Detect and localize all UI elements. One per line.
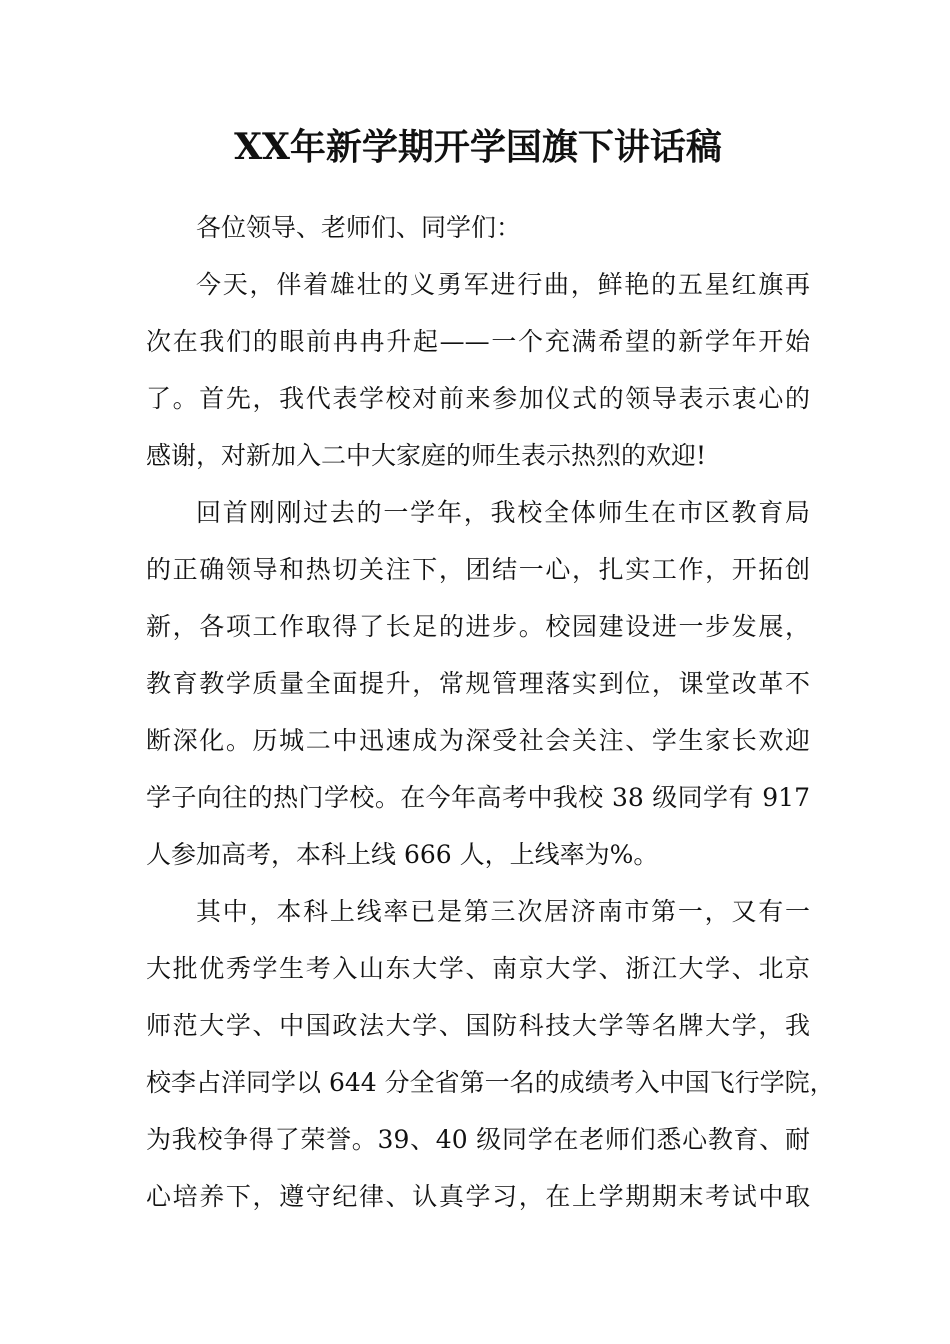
paragraph-review [146, 484, 810, 883]
text-line: 次在我们的眼前冉冉升起——一个充满希望的新学年开始 [146, 327, 810, 356]
text-line: 心培养下，遵守纪律、认真学习，在上学期期末考试中取 [146, 1182, 810, 1211]
text-line: 的正确领导和热切关注下，团结一心，扎实工作，开拓创 [146, 555, 810, 584]
text-line: 学子向往的热门学校。在今年高考中我校 38 级同学有 917 [146, 783, 810, 812]
text-line: 断深化。历城二中迅速成为深受社会关注、学生家长欢迎 [146, 726, 810, 755]
text-line: 其中，本科上线率已是第三次居济南市第一，又有一 [196, 897, 810, 926]
text-line: 感谢，对新加入二中大家庭的师生表示热烈的欢迎! [146, 441, 707, 470]
text-line: 今天，伴着雄壮的义勇军进行曲，鲜艳的五星红旗再 [196, 270, 810, 299]
text-line: 校李占洋同学以 644 分全省第一名的成绩考入中国飞行学院， [146, 1068, 835, 1097]
text-line: 了。首先，我代表学校对前来参加仪式的领导表示衷心的 [146, 384, 810, 413]
text-line: 人参加高考，本科上线 666 人，上线率为%。 [146, 840, 659, 869]
text-line: 回首刚刚过去的一学年，我校全体师生在市区教育局 [196, 498, 810, 527]
page-title: XX年新学期开学国旗下讲话稿 [234, 126, 722, 168]
text-line: 新，各项工作取得了长足的进步。校园建设进一步发展， [146, 612, 810, 641]
paragraph-opening [146, 256, 810, 484]
text-line: 大批优秀学生考入山东大学、南京大学、浙江大学、北京 [146, 954, 810, 983]
text-line: 教育教学质量全面提升，常规管理落实到位，课堂改革不 [146, 669, 810, 698]
text-line: 师范大学、中国政法大学、国防科技大学等名牌大学，我 [146, 1011, 810, 1040]
greeting: 各位领导、老师们、同学们： [196, 213, 522, 242]
paragraph-achievements [146, 883, 835, 1225]
text-line: 为我校争得了荣誉。39、40 级同学在老师们悉心教育、耐 [146, 1125, 810, 1154]
